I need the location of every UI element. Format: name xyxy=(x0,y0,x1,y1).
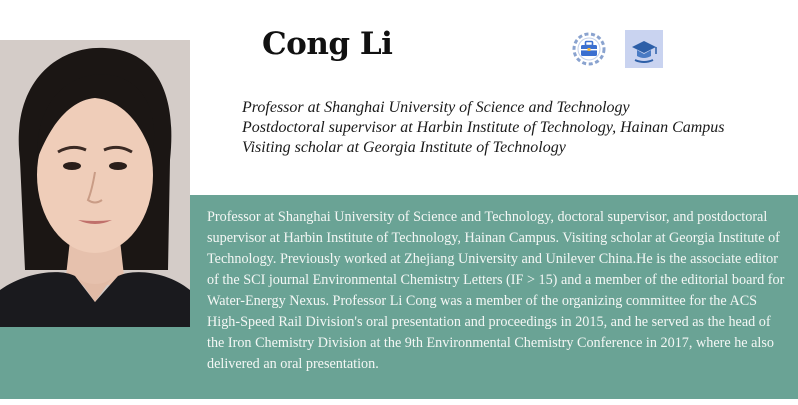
briefcase-icon[interactable] xyxy=(570,30,608,68)
role-line: Visiting scholar at Georgia Institute of Technology xyxy=(242,139,566,156)
profile-name: Cong Li xyxy=(262,26,393,62)
profile-photo xyxy=(0,40,190,327)
graduation-cap-icon[interactable] xyxy=(625,30,663,68)
bio-text: Professor at Shanghai University of Science and Technology, doctoral supervisor, and postdoctoral supervisor at Harbin Institute of Technology, Hainan Campus. Visiting scholar at Georgia Institute of Technology. Previously worked at Zhejiang University and Unilever China.He is the associate editor of the SCI journal Environmental Chemistry Letters (IF > 15) and a member of the editorial board for Water-Energy Nexus. Professor Li Cong was a member of the organizing committee for the ACS High-Speed Rail Division's oral presentation and proceedings in 2015, and he served as the head of the Iron Chemistry Division at the 9th Environmental Chemistry Conference in 2017, where he also delivered an oral presentation. xyxy=(207,209,785,372)
role-line: Professor at Shanghai University of Science and Technology xyxy=(242,99,630,116)
role-list xyxy=(242,98,772,158)
role-line: Postdoctoral supervisor at Harbin Institute of Technology, Hainan Campus xyxy=(242,119,725,136)
